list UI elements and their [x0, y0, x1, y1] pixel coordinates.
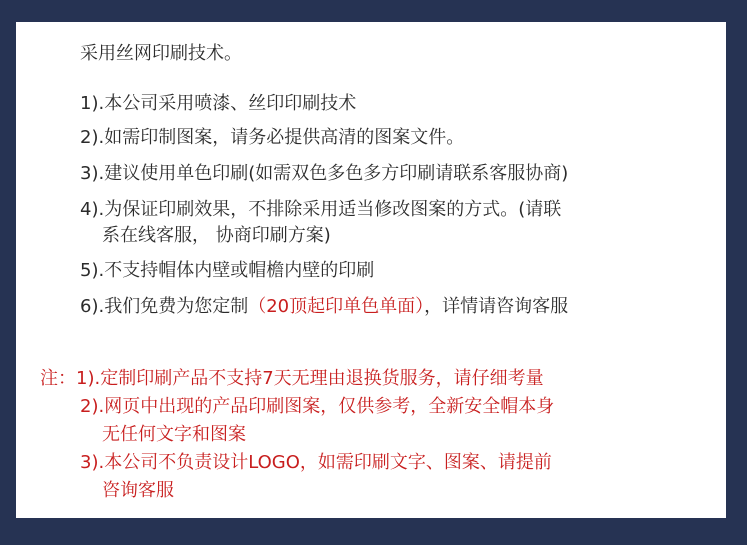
note-item-3	[80, 451, 552, 475]
list-item-5	[80, 259, 374, 283]
list-item-2	[80, 126, 464, 150]
item-text-after: ，详情请咨询客服	[424, 296, 569, 317]
note-item-2	[80, 395, 554, 419]
content-panel	[16, 22, 726, 518]
list-item-4	[80, 198, 561, 222]
note-item-3-continuation: 咨询客服	[102, 480, 174, 501]
item-number: 2).	[80, 396, 105, 417]
item-text: 本公司采用喷漆、丝印印刷技术	[104, 93, 357, 114]
item-number: 3).	[80, 452, 105, 473]
note-label: 注：	[40, 368, 76, 389]
item-number: 6).	[80, 296, 105, 317]
list-item-3	[80, 162, 568, 186]
item-number: 1).	[76, 368, 101, 389]
list-item-4-continuation: 系在线客服， 协商印刷方案)	[102, 225, 331, 246]
item-text: 我们免费为您定制	[104, 296, 249, 317]
item-number: 5).	[80, 260, 105, 281]
item-number: 2).	[80, 127, 105, 148]
item-highlight: （20顶起印单色单面）	[248, 296, 425, 317]
item-text: 不支持帽体内壁或帽檐内壁的印刷	[104, 260, 375, 281]
intro-text: 采用丝网印刷技术。	[80, 43, 242, 64]
item-text: 如需印制图案，请务必提供高清的图案文件。	[104, 127, 465, 148]
note-item-1	[40, 367, 544, 391]
item-text: 网页中出现的产品印刷图案，仅供参考，全新安全帽本身	[104, 396, 555, 417]
item-text: 定制印刷产品不支持7天无理由退换货服务，请仔细考量	[100, 368, 544, 389]
item-text: 建议使用单色印刷(如需双色多色多方印刷请联系客服协商)	[104, 163, 569, 184]
list-item-1	[80, 92, 356, 116]
item-text: 为保证印刷效果，不排除采用适当修改图案的方式。(请联	[104, 199, 562, 220]
item-number: 3).	[80, 163, 105, 184]
item-text: 本公司不负责设计LOGO，如需印刷文字、图案、请提前	[104, 452, 552, 473]
list-item-6	[80, 295, 568, 319]
item-number: 1).	[80, 93, 105, 114]
item-number: 4).	[80, 199, 105, 220]
note-item-2-continuation: 无任何文字和图案	[102, 424, 246, 445]
